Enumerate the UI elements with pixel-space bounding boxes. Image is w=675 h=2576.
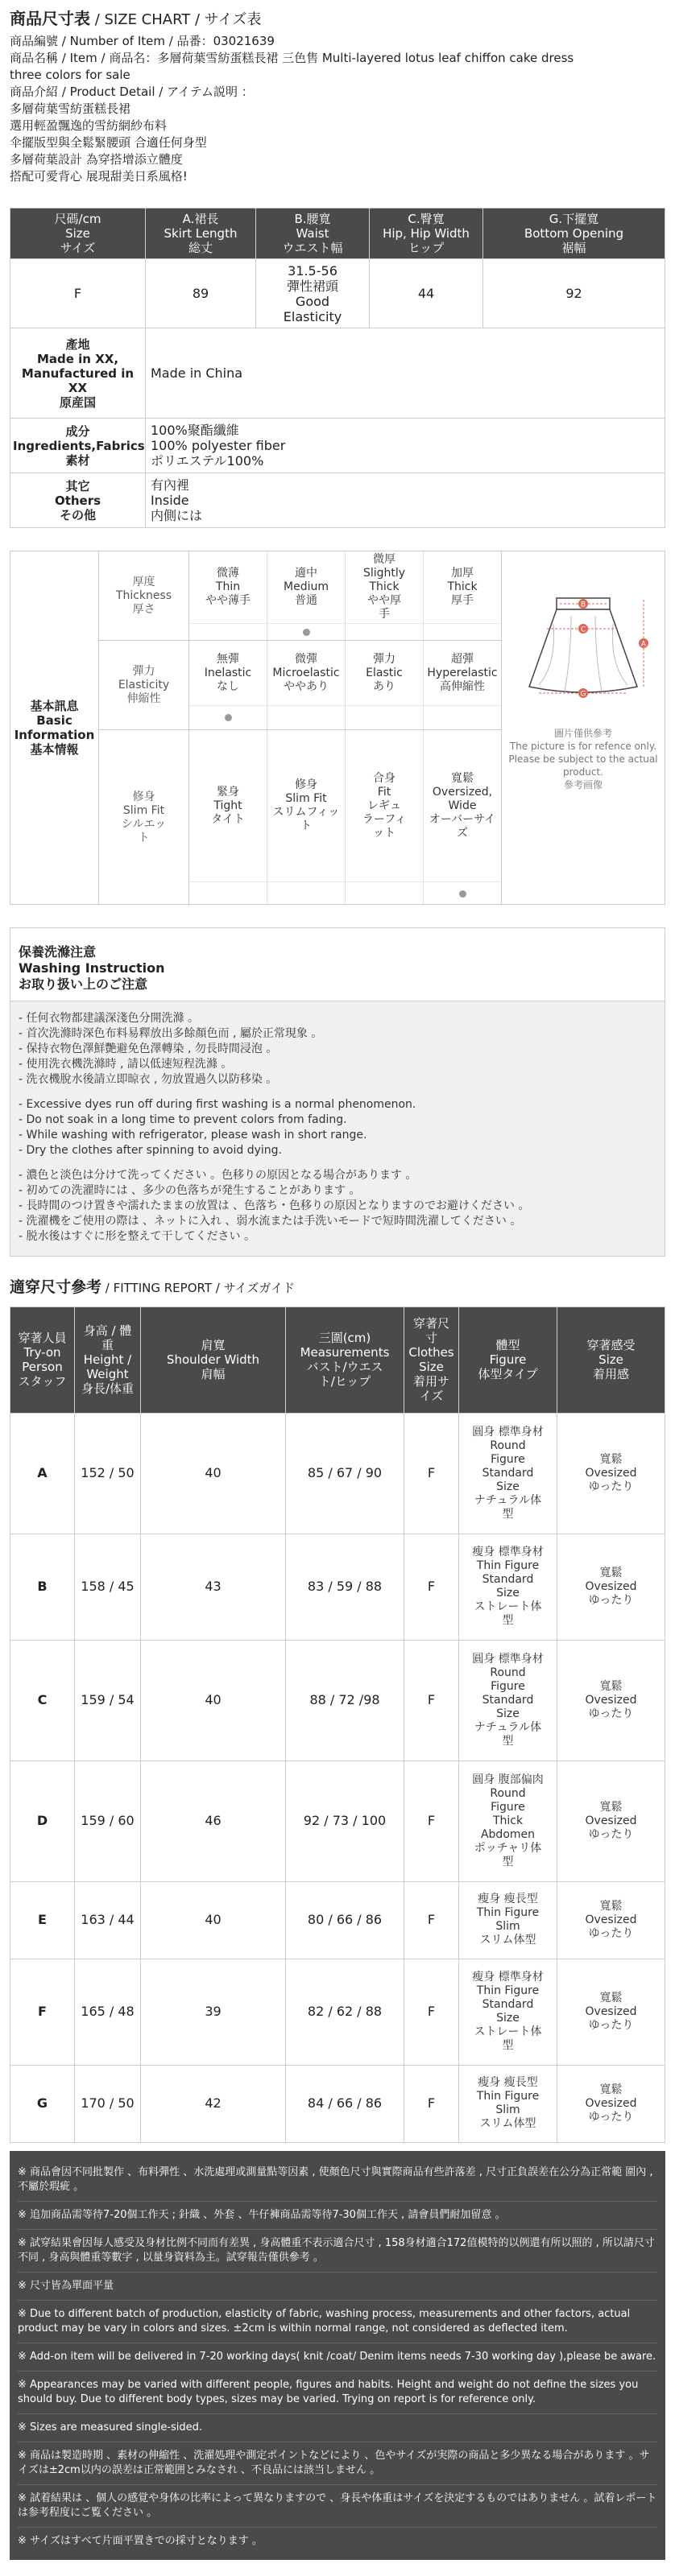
skirt-diagram-icon	[515, 592, 652, 712]
washing-title: 保養洗滌注意 Washing Instruction お取り扱い上のご注意	[10, 928, 665, 1001]
basic-info-option-marker	[267, 705, 346, 729]
note-item: ※ Appearances may be varied with different people, figures and habits. Height and weight do not define the sizes you should buy. Due to different body types, sizes may be varied. Trying on report is for reference only.	[18, 2372, 657, 2414]
height-weight: 159 / 60	[75, 1761, 141, 1881]
basic-info-option-texts	[189, 641, 501, 705]
size-chart-table	[10, 208, 665, 528]
clothes-size: F	[404, 2065, 459, 2142]
origin-row	[10, 328, 665, 419]
washing-line: - 脱水後はすぐに形を整えて干してください 。	[19, 1230, 255, 1244]
note-item: ※ 商品會因不同批製作 、布料彈性 、水洗處理或測量點等因素 , 使顏色尺寸與實際商品有些許落差 , 尺寸正負誤差在公分為正常範 圍內 , 不屬於瑕疵 。	[18, 2159, 657, 2202]
try-on-person: G	[10, 2065, 75, 2142]
fit-feel: 寬鬆 Ovesized ゆったり	[557, 1413, 665, 1534]
fitting-row	[10, 2065, 665, 2142]
figure-type: 圓身 標準身材 Round Figure Standard Size ナチュラル体 型	[459, 1640, 557, 1761]
basic-info-option-marker	[346, 623, 424, 640]
basic-info-row-label: 修身 Slim Fit シルエッ ト	[99, 730, 189, 906]
basic-info-option: 修身 Slim Fit スリムフィッ ト	[267, 730, 346, 881]
selected-dot-icon	[459, 890, 466, 898]
washing-line: - 洗濯機をご使用の際は 、ネットに入れ 、弱水流または手洗いモードで短時間洗濯してください 。	[19, 1215, 522, 1228]
diagram-label-g: G	[580, 690, 586, 699]
origin-label: 產地 Made in XX, Manufactured in XX 原産国	[10, 328, 146, 419]
size-col-header: 尺碼/cm Size サイズ	[10, 208, 146, 259]
washing-body	[10, 1001, 665, 1256]
note-item: ※ Sizes are measured single-sided.	[18, 2414, 657, 2442]
size-col-header: C.臀寬 Hip, Hip Width ヒップ	[370, 208, 483, 259]
fit-feel: 寬鬆 Ovesized ゆったり	[557, 2065, 665, 2142]
washing-line: - 保持衣物色澤鮮艷避免色澤轉染 , 勿長時間浸泡 。	[19, 1042, 278, 1056]
diagram-label-a: A	[640, 640, 647, 649]
product-info-line: 搭配可愛背心 展現甜美日系風格!	[10, 169, 188, 184]
size-cell: 92	[483, 259, 665, 328]
fitting-report-table	[10, 1307, 665, 2143]
basic-info-option-marker	[267, 881, 346, 906]
note-item: ※ サイズはすべて片面平置きでの採寸となります 。	[18, 2534, 263, 2547]
product-info-line: 商品介紹 / Product Detail / アイテム説明 ：	[10, 85, 254, 100]
size-chart-data-row	[10, 259, 665, 328]
note-item: ※ 商品は製造時期 、素材の伸縮性 、洗濯処理や測定ポイントなどにより 、色やサイズが実際の商品と多少異なる場合があります 。サイズは±2cm以内の誤差は正常範囲とみなされ 、不良品には該当しません 。	[18, 2442, 657, 2485]
shoulder-width: 40	[141, 1640, 286, 1761]
other-value: 有內裡 Inside 内側には	[146, 473, 665, 528]
height-weight: 159 / 54	[75, 1640, 141, 1761]
origin-value: Made in China	[146, 328, 665, 419]
basic-info-option: 合身 Fit レギュ ラーフィ ット	[346, 730, 424, 881]
fitting-col-header: 穿著感受 Size 着用感	[557, 1307, 665, 1413]
product-info-line: 選用輕盈飄逸的雪紡網紗布料	[10, 118, 168, 134]
measurements: 83 / 59 / 88	[286, 1534, 404, 1640]
height-weight: 163 / 44	[75, 1881, 141, 1959]
note-item: ※ 追加商品需等待7-20個工作天 ; 針織 、外套 、牛仔褲商品需等待7-30個工作天 , 請會員們耐加留意 。	[18, 2202, 657, 2230]
product-info-line: 多層荷葉雪紡蛋糕長裙	[10, 101, 131, 117]
basic-info-option-marker	[346, 881, 424, 906]
fitting-row	[10, 1881, 665, 1959]
height-weight: 170 / 50	[75, 2065, 141, 2142]
washing-group	[19, 1097, 656, 1158]
size-chart-title: 商品尺寸表 / SIZE CHART / サイズ表	[10, 9, 262, 28]
washing-line: - 首次洗滌時深色布料易釋放出多餘顏色而 , 屬於正常現象 。	[19, 1027, 323, 1041]
fitting-col-header: 三圍(cm) Measurements バスト/ウエス ト/ヒップ	[286, 1307, 404, 1413]
basic-info-option-texts	[189, 730, 501, 881]
measurements: 92 / 73 / 100	[286, 1761, 404, 1881]
basic-info-row	[99, 730, 501, 906]
figure-type: 圓身 腹部偏肉 Round Figure Thick Abdomen ポッチャリ体 型	[459, 1761, 557, 1881]
size-col-header: B.腰寬 Waist ウエスト幅	[256, 208, 370, 259]
measurements: 82 / 62 / 88	[286, 1959, 404, 2065]
diagram-label-b: B	[580, 601, 586, 609]
basic-info-option: 加厚 Thick 厚手	[447, 567, 478, 608]
height-weight: 152 / 50	[75, 1413, 141, 1534]
figure-type: 瘦身 瘦長型 Thin Figure Slim スリム体型	[459, 2065, 557, 2142]
fit-feel: 寬鬆 Ovesized ゆったり	[557, 1881, 665, 1959]
measurements: 88 / 72 /98	[286, 1640, 404, 1761]
basic-info-section	[10, 551, 665, 905]
diagram-panel	[502, 551, 665, 904]
try-on-person: E	[10, 1881, 75, 1959]
size-cell: 44	[370, 259, 483, 328]
basic-info-option: 超彈 Hyperelastic 高伸縮性	[427, 652, 498, 693]
try-on-person: F	[10, 1959, 75, 2065]
washing-line: - 洗衣機脫水後請立即晾衣 , 勿放置過久以防移染 。	[19, 1073, 278, 1087]
basic-info-option: 微薄 Thin やや薄手	[189, 551, 267, 623]
size-chart-header-row	[10, 208, 665, 259]
note-item: ※ 試穿結果會因每人感受及身材比例不同而有差異 , 身高體重不表示適合尺寸 , 158身材適合172值模特的以例還有所以照的 , 所以請尺寸不同 , 身高與體重等數字 , 以量身資料為主。試穿報告僅供參考 。	[18, 2230, 657, 2273]
other-label: 其它 Others その他	[10, 473, 146, 528]
product-info-line: 多層荷葉設計 為穿搭增添立體度	[10, 152, 183, 167]
shoulder-width: 40	[141, 1413, 286, 1534]
clothes-size: F	[404, 1413, 459, 1534]
basic-info-option-marker	[346, 705, 424, 729]
measurements: 84 / 66 / 86	[286, 2065, 404, 2142]
washing-line: - 初めての洗濯時には 、多少の色落ちが発生することがあります 。	[19, 1184, 361, 1198]
basic-info-option-marker	[424, 881, 501, 906]
note-item: ※ Add-on item will be delivered in 7-20 working days( knit /coat/ Denim items needs 7-30 working day ),please be aware.	[18, 2343, 657, 2372]
basic-info-row-label: 彈力 Elasticity 伸縮性	[99, 641, 189, 729]
fitting-row	[10, 1413, 665, 1534]
basic-info-options	[189, 730, 501, 906]
clothes-size: F	[404, 1534, 459, 1640]
basic-info-option: 寬鬆 Oversized, Wide オーバーサイ ズ	[429, 771, 496, 840]
basic-info-option-marker	[189, 705, 267, 729]
fitting-report-title: 適穿尺寸參考 / FITTING REPORT / サイズガイド	[10, 1278, 295, 1297]
washing-line: - 濃色と淡色は分けて洗ってください 。色移りの原因となる場合があります 。	[19, 1169, 417, 1183]
try-on-person: A	[10, 1413, 75, 1534]
washing-group	[19, 1011, 656, 1088]
basic-info-label: 基本訊息 Basic Information 基本情報	[10, 551, 99, 904]
basic-info-option-dots	[189, 881, 501, 906]
basic-info-option: 緊身 Tight タイト	[189, 730, 267, 881]
figure-type: 瘦身 標準身材 Thin Figure Standard Size ストレート体 型	[459, 1959, 557, 2065]
basic-info-option-marker	[424, 623, 501, 640]
selected-dot-icon	[225, 714, 232, 721]
size-cell: 89	[146, 259, 256, 328]
basic-info-options	[189, 641, 501, 729]
measurements: 85 / 67 / 90	[286, 1413, 404, 1534]
basic-info-option-marker	[267, 623, 346, 640]
fitting-row	[10, 1534, 665, 1640]
shoulder-width: 46	[141, 1761, 286, 1881]
basic-info-row	[99, 641, 501, 730]
shoulder-width: 42	[141, 2065, 286, 2142]
material-value: 100%聚酯纖維 100% polyester fiber ポリエステル100%	[146, 419, 665, 473]
washing-line: - Dry the clothes after spinning to avoid dying.	[19, 1144, 282, 1158]
washing-section	[10, 927, 665, 1257]
try-on-person: C	[10, 1640, 75, 1761]
selected-dot-icon	[303, 629, 310, 636]
clothes-size: F	[404, 1881, 459, 1959]
basic-info-option: 彈力 Elastic あり	[346, 641, 424, 705]
washing-line: - Excessive dyes run off during first washing is a normal phenomenon.	[19, 1098, 416, 1112]
basic-info-option-marker	[189, 881, 267, 906]
size-col-header: G.下擺寬 Bottom Opening 裾幅	[483, 208, 665, 259]
try-on-person: D	[10, 1761, 75, 1881]
product-info-line: three colors for sale	[10, 68, 130, 83]
diagram-label-c: C	[580, 625, 586, 634]
washing-line: - Do not soak in a long time to prevent colors from fading.	[19, 1113, 347, 1127]
washing-line: - 長時間のつけ置きや濡れたままの放置は 、色落ち・色移りの原因となりますのでお避けください 。	[19, 1199, 530, 1213]
fit-feel: 寬鬆 Ovesized ゆったり	[557, 1959, 665, 2065]
product-info-line: 伞擺版型與全鬆緊腰頭 合適任何身型	[10, 135, 207, 151]
basic-info-option: 微彈 Microelastic ややあり	[267, 641, 346, 705]
fitting-row	[10, 1761, 665, 1881]
size-cell: F	[10, 259, 146, 328]
size-cell: 31.5-56 彈性裙頭 Good Elasticity	[256, 259, 370, 328]
washing-line: - While washing with refrigerator, please wash in short range.	[19, 1129, 367, 1142]
note-item: ※ 尺寸皆為單面平量	[18, 2273, 657, 2301]
fitting-col-header: 體型 Figure 体型タイプ	[459, 1307, 557, 1413]
basic-info-option-marker	[189, 623, 267, 640]
fit-feel: 寬鬆 Ovesized ゆったり	[557, 1761, 665, 1881]
fitting-row	[10, 1959, 665, 2065]
try-on-person: B	[10, 1534, 75, 1640]
product-info	[10, 33, 665, 185]
basic-info-options	[189, 551, 501, 640]
basic-info-option-dots	[189, 705, 501, 729]
notes-section	[10, 2151, 665, 2560]
note-item: ※ Due to different batch of production, elasticity of fabric, washing process, measurements and other factors, actual product may be vary in colors and sizes. ±2cm is within normal range, not considered as deflected item.	[18, 2301, 657, 2343]
fitting-col-header: 身高 / 體 重 Height / Weight 身長/体重	[75, 1307, 141, 1413]
other-row	[10, 473, 665, 528]
fitting-col-header: 穿著尺 寸 Clothes Size 着用サ イズ	[404, 1307, 459, 1413]
size-col-header: A.裙長 Skirt Length 総丈	[146, 208, 256, 259]
basic-info-row	[99, 551, 501, 641]
material-label: 成分 Ingredients,Fabrics 素材	[10, 419, 146, 473]
note-item: ※ 試着結果は 、個人の感覚や身体の比率によって異なりますので 、身長や体重はサイズを決定するものではありません 。試着レポートは参考程度にご覧ください 。	[18, 2485, 657, 2528]
product-info-line: 商品名稱 / Item / 商品名：多層荷葉雪紡蛋糕長裙 三色售 Multi-layered lotus leaf chiffon cake dress	[10, 51, 574, 66]
fitting-header-row	[10, 1307, 665, 1413]
height-weight: 165 / 48	[75, 1959, 141, 2065]
basic-info-option: 適中 Medium 普通	[267, 551, 346, 623]
fitting-col-header: 肩寬 Shoulder Width 肩幅	[141, 1307, 286, 1413]
basic-info-option-marker	[424, 705, 501, 729]
fitting-row	[10, 1640, 665, 1761]
material-row	[10, 419, 665, 473]
picture-note: 圖片僅供參考 The picture is for refence only. Please be subject to the actual product. 參考画像	[508, 728, 658, 791]
washing-line: - 使用洗衣機洗滌時 , 請以低速短程洗滌 。	[19, 1058, 233, 1071]
shoulder-width: 39	[141, 1959, 286, 2065]
figure-type: 圓身 標準身材 Round Figure Standard Size ナチュラル体 型	[459, 1413, 557, 1534]
shoulder-width: 43	[141, 1534, 286, 1640]
clothes-size: F	[404, 1959, 459, 2065]
basic-info-option-dots	[189, 623, 501, 640]
washing-line: - 任何衣物都建議深淺色分開洗滌 。	[19, 1012, 199, 1026]
washing-group	[19, 1168, 656, 1245]
clothes-size: F	[404, 1761, 459, 1881]
basic-info-grid	[99, 551, 502, 904]
basic-info-option: 微厚 Slightly Thick やや厚 手	[346, 551, 424, 623]
fit-feel: 寬鬆 Ovesized ゆったり	[557, 1534, 665, 1640]
measurements: 80 / 66 / 86	[286, 1881, 404, 1959]
figure-type: 瘦身 瘦長型 Thin Figure Slim スリム体型	[459, 1881, 557, 1959]
figure-type: 瘦身 標準身材 Thin Figure Standard Size ストレート体 型	[459, 1534, 557, 1640]
shoulder-width: 40	[141, 1881, 286, 1959]
clothes-size: F	[404, 1640, 459, 1761]
basic-info-row-label: 厚度 Thickness 厚さ	[99, 551, 189, 640]
basic-info-option: 無彈 Inelastic なし	[189, 641, 267, 705]
height-weight: 158 / 45	[75, 1534, 141, 1640]
fitting-col-header: 穿著人員 Try-on Person スタッフ	[10, 1307, 75, 1413]
basic-info-option-texts	[189, 551, 501, 623]
fit-feel: 寬鬆 Ovesized ゆったり	[557, 1640, 665, 1761]
product-info-line: 商品編號 / Number of Item / 品番：03021639	[10, 34, 275, 49]
